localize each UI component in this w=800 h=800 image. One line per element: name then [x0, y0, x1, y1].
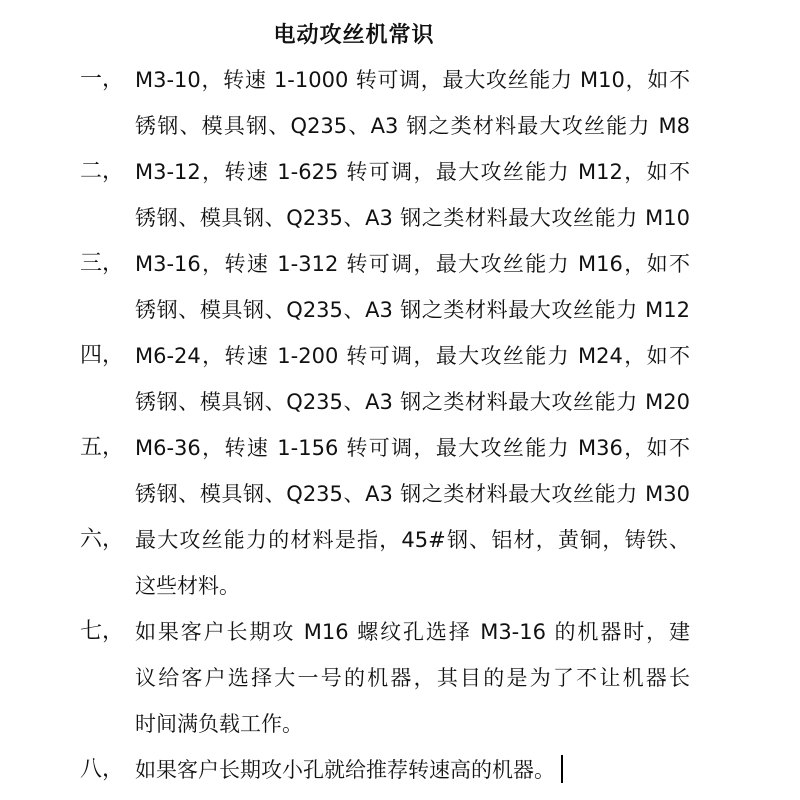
- item-line: 如果客户长期攻 M16 螺纹孔选择 M3-16 的机器时，建: [135, 620, 690, 644]
- item-number: 一，: [80, 67, 125, 92]
- item-line: M3-10，转速 1-1000 转可调，最大攻丝能力 M10，如不: [135, 68, 690, 92]
- item-line: 锈钢、模具钢、Q235、A3 钢之类材料最大攻丝能力 M30: [135, 482, 690, 506]
- item-line-text: 如果客户长期攻小孔就给推荐转速高的机器。: [135, 758, 555, 782]
- item-number: 二，: [80, 159, 125, 184]
- item-text: [135, 57, 695, 149]
- item-number: 四，: [80, 343, 125, 368]
- item-text: [135, 425, 695, 517]
- item-line: M3-12，转速 1-625 转可调，最大攻丝能力 M12，如不: [135, 160, 690, 184]
- item-text: [135, 333, 695, 425]
- item-line: 最大攻丝能力的材料是指，45#钢、铝材，黄铜，铸铁、: [135, 528, 690, 552]
- item-line: 锈钢、模具钢、Q235、A3 钢之类材料最大攻丝能力 M10: [135, 206, 690, 230]
- item-line: 锈钢、模具钢、Q235、A3 钢之类材料最大攻丝能力 M20: [135, 390, 690, 414]
- item-number: 六，: [80, 527, 125, 552]
- item-line[interactable]: [135, 747, 695, 793]
- item-text: [135, 149, 695, 241]
- item-line: 锈钢、模具钢、Q235、A3 钢之类材料最大攻丝能力 M12: [135, 298, 690, 322]
- item-text: [135, 517, 695, 609]
- item-text: [135, 609, 695, 747]
- item-line: 议给客户选择大一号的机器，其目的是为了不让机器长: [135, 666, 690, 690]
- item-number: 五，: [80, 435, 125, 460]
- item-text: [135, 747, 695, 793]
- item-text: [135, 241, 695, 333]
- item-line: 时间满负载工作。: [135, 712, 303, 736]
- item-line: M6-36，转速 1-156 转可调，最大攻丝能力 M36，如不: [135, 436, 690, 460]
- item-number: 八，: [80, 757, 125, 782]
- item-line: 这些材料。: [135, 574, 240, 598]
- item-number: 七，: [80, 619, 125, 644]
- item-number: 三，: [80, 251, 125, 276]
- document-title: 电动攻丝机常识: [273, 23, 435, 48]
- item-line: M6-24，转速 1-200 转可调，最大攻丝能力 M24，如不: [135, 344, 690, 368]
- item-line: 锈钢、模具钢、Q235、A3 钢之类材料最大攻丝能力 M8: [135, 114, 690, 138]
- text-cursor: [561, 755, 563, 783]
- item-line: M3-16，转速 1-312 转可调，最大攻丝能力 M16，如不: [135, 252, 690, 276]
